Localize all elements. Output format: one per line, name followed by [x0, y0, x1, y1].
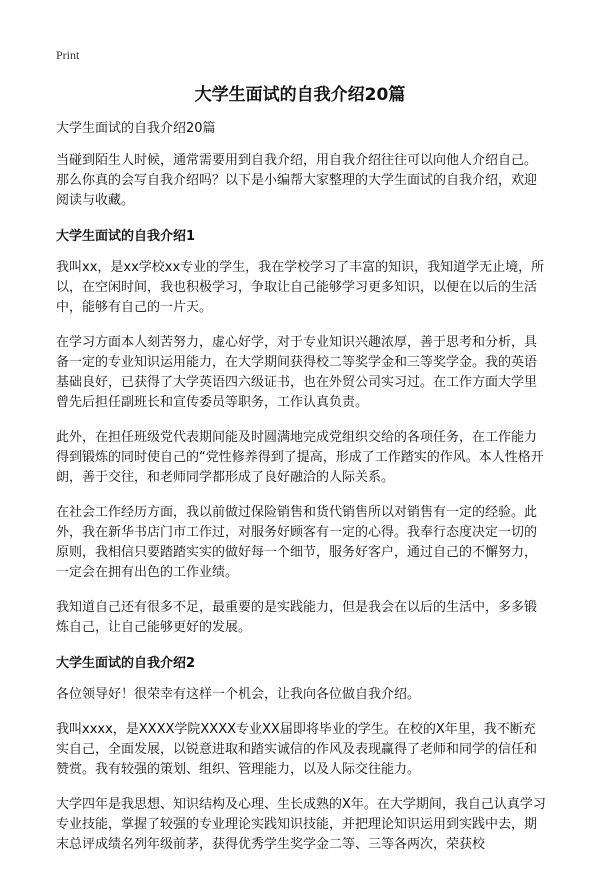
section-1-paragraph-2: 在学习方面本人刻苦努力，虚心好学，对于专业知识兴趣浓厚，善于思考和分析，具备一定的专业知识运用能力，在大学期间获得校二等奖学金和三等奖学金。我的英语基础良好，已获得了大学英语四六级证书，也在外贸公司实习过。在工作方面大学里曾先后担任副班长和宣传委员等职务，工作认真负责。: [56, 335, 538, 410]
article-body: [56, 119, 548, 870]
section-heading-2: 大学生面试的自我介绍2: [56, 656, 196, 671]
section-heading-1: 大学生面试的自我介绍1: [56, 229, 196, 244]
print-link[interactable]: Print: [56, 48, 80, 62]
section-2-paragraph-3: 大学四年是我思想、知识结构及心理、生长成熟的X年。在大学期间，我自己认真学习专业技能，掌握了较强的专业理论实践知识技能，并把理论知识运用到实践中去，期末总评成绩名列年级前茅，获得优秀学生奖学金二等、三等各两次，荣获校: [56, 797, 546, 852]
section-1-paragraph-4: 在社会工作经历方面，我以前做过保险销售和货代销售所以对销售有一定的经验。此外，我在新华书店门市工作过，对服务好顾客有一定的心得。我奉行态度决定一切的原则，我相信只要踏踏实实的做好每一个细节，服务好客户，通过自己的不懈努力，一定会在拥有出色的工作业绩。: [56, 505, 538, 580]
section-2-paragraph-2: 我叫xxxx，是XXXX学院XXXX专业XX届即将毕业的学生。在校的X年里，我不断充实自己，全面发展，以锐意进取和踏实诚信的作风及表现赢得了老师和同学的信任和赞赏。我有较强的策划、组织、管理能力，以及人际交往能力。: [56, 722, 538, 777]
page-title: 大学生面试的自我介绍20篇: [194, 85, 406, 105]
section-1-paragraph-5: 我知道自己还有很多不足，最重要的是实践能力，但是我会在以后的生活中，多多锻炼自己，让自己能够更好的发展。: [56, 600, 538, 635]
section-1-paragraph-1: 我叫xx，是xx学校xx专业的学生，我在学校学习了丰富的知识，我知道学无止境，所以，在空闲时间，我也积极学习，争取让自己能够学习更多知识，以便在以后的生活中，能够有自己的一片天。: [56, 260, 545, 315]
section-2-paragraph-1: 各位领导好！很荣幸有这样一个机会，让我向各位做自我介绍。: [56, 687, 421, 702]
section-1-paragraph-3: 此外，在担任班级党代表期间能及时圆满地完成党组织交给的各项任务，在工作能力得到锻炼的同时使自己的“党性修养得到了提高，形成了工作踏实的作风。本人性格开朗，善于交往，和老师同学都形成了良好融洽的人际关系。: [56, 430, 544, 485]
article-subtitle: 大学生面试的自我介绍20篇: [56, 121, 216, 136]
intro-paragraph: 当碰到陌生人时候，通常需要用到自我介绍，用自我介绍往往可以向他人介绍自己。那么你真的会写自我介绍吗？以下是小编帮大家整理的大学生面试的自我介绍，欢迎阅读与收藏。: [56, 153, 538, 208]
